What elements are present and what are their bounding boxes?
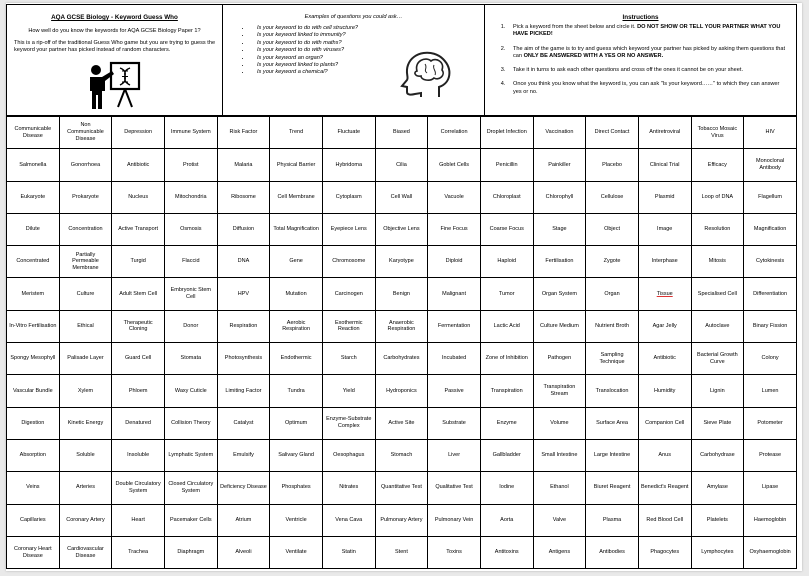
keyword-cell[interactable]: Pacemaker Cells xyxy=(164,504,217,536)
keyword-cell[interactable]: Flaccid xyxy=(164,246,217,278)
examples-title: Examples of questions you could ask… xyxy=(304,14,403,20)
keyword-cell[interactable]: Organ System xyxy=(533,278,586,310)
keyword-cell[interactable]: Haploid xyxy=(480,246,533,278)
keyword-cell[interactable]: Biuret Reagent xyxy=(586,472,639,504)
keyword-cell[interactable]: Stomata xyxy=(164,343,217,375)
keyword-cell[interactable]: Ventilate xyxy=(270,536,323,568)
keyword-cell[interactable]: Cell Wall xyxy=(375,181,428,213)
keyword-cell[interactable]: Volume xyxy=(533,407,586,439)
keyword-cell[interactable]: Embryonic Stem Cell xyxy=(164,278,217,310)
example-question: • Is your keyword linked to plants? xyxy=(251,62,484,69)
keyword-cell[interactable]: Palisade Layer xyxy=(59,343,112,375)
keyword-cell[interactable]: Anaerobic Respiration xyxy=(375,310,428,342)
keyword-cell[interactable]: Lignin xyxy=(691,375,744,407)
keyword-cell[interactable]: Mitochondria xyxy=(164,181,217,213)
keyword-cell[interactable]: HPV xyxy=(217,278,270,310)
instructions-list xyxy=(485,24,788,96)
keyword-cell[interactable]: Salivary Gland xyxy=(270,439,323,471)
keyword-row xyxy=(7,213,797,245)
keyword-cell[interactable]: Haemoglobin xyxy=(744,504,797,536)
keyword-cell[interactable]: Turgid xyxy=(112,246,165,278)
keyword-cell[interactable]: Partially Permeable Membrane xyxy=(59,246,112,278)
instruction-step xyxy=(507,67,788,74)
instructions-panel xyxy=(485,5,796,115)
keyword-cell[interactable]: Plasma xyxy=(586,504,639,536)
keyword-cell[interactable]: Nitrates xyxy=(322,472,375,504)
keyword-cell[interactable]: Malignant xyxy=(428,278,481,310)
keyword-cell[interactable]: Flagellum xyxy=(744,181,797,213)
keyword-cell[interactable]: Toxins xyxy=(428,536,481,568)
keyword-cell[interactable]: Transpiration Stream xyxy=(533,375,586,407)
keyword-cell[interactable]: Goblet Cells xyxy=(428,149,481,181)
keyword-cell[interactable]: Colony xyxy=(744,343,797,375)
keyword-cell[interactable]: Heart xyxy=(112,504,165,536)
keyword-row xyxy=(7,117,797,149)
keyword-cell[interactable]: Iodine xyxy=(480,472,533,504)
instruction-text: Take it in turns to ask each other questions and cross off the ones it cannot be on your sheet. xyxy=(513,67,744,74)
keyword-cell[interactable]: Zone of Inhibition xyxy=(480,343,533,375)
keyword-cell[interactable]: Substrate xyxy=(428,407,481,439)
instruction-text: Once you think you know what the keyword is, you can ask "Is your keyword……" to which they can answer yes or no. xyxy=(513,81,780,95)
keyword-cell[interactable]: Limiting Factor xyxy=(217,375,270,407)
keyword-cell[interactable]: Capillaries xyxy=(7,504,60,536)
keyword-cell[interactable]: Monoclonal Antibody xyxy=(744,149,797,181)
keyword-cell[interactable]: Donor xyxy=(164,310,217,342)
instruction-step xyxy=(507,24,788,39)
example-question: • Is your keyword to do with cell structure? xyxy=(251,25,484,32)
intro-panel xyxy=(7,5,223,115)
keyword-cell[interactable]: Gallbladder xyxy=(480,439,533,471)
keyword-row xyxy=(7,536,797,568)
example-question: • Is your keyword to do with viruses? xyxy=(251,47,484,54)
keyword-cell[interactable]: Endothermic xyxy=(270,343,323,375)
keyword-cell[interactable]: Object xyxy=(586,213,639,245)
keyword-row xyxy=(7,278,797,310)
keyword-cell[interactable]: Vena Cava xyxy=(322,504,375,536)
keyword-cell[interactable]: Optimum xyxy=(270,407,323,439)
keyword-cell[interactable]: DNA xyxy=(217,246,270,278)
keyword-cell[interactable]: Specialised Cell xyxy=(691,278,744,310)
keyword-cell[interactable]: Statin xyxy=(322,536,375,568)
keyword-cell[interactable]: Lactic Acid xyxy=(480,310,533,342)
keyword-cell[interactable]: Sampling Technique xyxy=(586,343,639,375)
keyword-cell[interactable]: Plasmid xyxy=(638,181,691,213)
keyword-cell[interactable]: Interphase xyxy=(638,246,691,278)
keyword-cell[interactable]: Autoclave xyxy=(691,310,744,342)
keyword-cell[interactable]: Dilute xyxy=(7,213,60,245)
keyword-cell[interactable]: Insoluble xyxy=(112,439,165,471)
keyword-cell[interactable]: Qualitative Test xyxy=(428,472,481,504)
keyword-cell[interactable]: Karyotype xyxy=(375,246,428,278)
keyword-cell[interactable]: Lymphatic System xyxy=(164,439,217,471)
keyword-cell[interactable]: Phagocytes xyxy=(638,536,691,568)
keyword-row xyxy=(7,310,797,342)
keyword-cell[interactable]: Antigens xyxy=(533,536,586,568)
instruction-emphasis: ONLY BE ANSWERED WITH A YES OR NO ANSWER. xyxy=(523,52,664,59)
instructions-title: Instructions xyxy=(622,14,659,21)
keyword-cell[interactable]: Salmonella xyxy=(7,149,60,181)
keyword-cell[interactable]: Eukaryote xyxy=(7,181,60,213)
keyword-cell[interactable]: Fermentation xyxy=(428,310,481,342)
keyword-cell[interactable]: Cardiovascular Disease xyxy=(59,536,112,568)
keyword-cell[interactable]: Fine Focus xyxy=(428,213,481,245)
keyword-cell[interactable]: Anus xyxy=(638,439,691,471)
keyword-cell[interactable]: Non Communicable Disease xyxy=(59,117,112,149)
keyword-cell[interactable]: Physical Barrier xyxy=(270,149,323,181)
keyword-cell[interactable]: Xylem xyxy=(59,375,112,407)
instruction-text: The aim of the game is to try and guess which keyword your partner has picked by asking them questions that can xyxy=(513,45,786,59)
keyword-cell[interactable]: Emulsify xyxy=(217,439,270,471)
keyword-cell[interactable]: Vascular Bundle xyxy=(7,375,60,407)
keyword-cell[interactable]: Active Transport xyxy=(112,213,165,245)
keyword-cell[interactable]: Ribosome xyxy=(217,181,270,213)
intro-question: How well do you know the keywords for AQA GCSE Biology Paper 1? xyxy=(28,28,201,34)
keyword-cell[interactable]: Closed Circulatory System xyxy=(164,472,217,504)
keyword-cell[interactable]: Diaphragm xyxy=(164,536,217,568)
keyword-row xyxy=(7,246,797,278)
worksheet-title: AQA GCSE Biology - Keyword Guess Who xyxy=(51,14,178,21)
keyword-cell[interactable]: Lipase xyxy=(744,472,797,504)
keyword-cell[interactable]: Antibodies xyxy=(586,536,639,568)
keyword-row xyxy=(7,439,797,471)
keyword-cell[interactable]: Protist xyxy=(164,149,217,181)
keyword-cell[interactable]: Pulmonary Vein xyxy=(428,504,481,536)
keyword-cell[interactable]: Atrium xyxy=(217,504,270,536)
keyword-cell[interactable]: Cytokinesis xyxy=(744,246,797,278)
keyword-cell[interactable]: Passive xyxy=(428,375,481,407)
keyword-cell[interactable]: Transpiration xyxy=(480,375,533,407)
keyword-cell[interactable]: Oesophagus xyxy=(322,439,375,471)
keyword-cell[interactable]: Chlorophyll xyxy=(533,181,586,213)
keyword-cell[interactable]: Platelets xyxy=(691,504,744,536)
keyword-cell[interactable]: Active Site xyxy=(375,407,428,439)
keyword-cell[interactable]: Aorta xyxy=(480,504,533,536)
keyword-cell[interactable]: Liver xyxy=(428,439,481,471)
keyword-cell[interactable]: Diffusion xyxy=(217,213,270,245)
keyword-cell[interactable]: Ethanol xyxy=(533,472,586,504)
keyword-cell[interactable]: Chloroplast xyxy=(480,181,533,213)
keyword-cell[interactable]: Starch xyxy=(322,343,375,375)
keyword-cell[interactable]: Vaccination xyxy=(533,117,586,149)
keyword-cell[interactable]: Phosphates xyxy=(270,472,323,504)
keyword-cell[interactable]: Double Circulatory System xyxy=(112,472,165,504)
keyword-cell[interactable]: Enzyme xyxy=(480,407,533,439)
keyword-cell[interactable]: Carcinogen xyxy=(322,278,375,310)
instruction-text: Pick a keyword from the sheet below and circle it. xyxy=(513,24,638,30)
teacher-dna-board-icon xyxy=(87,61,143,111)
keyword-cell[interactable]: Collision Theory xyxy=(164,407,217,439)
keyword-cell[interactable]: Digestion xyxy=(7,407,60,439)
keyword-cell[interactable]: Osmosis xyxy=(164,213,217,245)
keyword-cell[interactable]: Placebo xyxy=(586,149,639,181)
keyword-cell[interactable]: Efficacy xyxy=(691,149,744,181)
head-brain-icon xyxy=(399,49,457,101)
keyword-row xyxy=(7,181,797,213)
keyword-cell[interactable]: Alveoli xyxy=(217,536,270,568)
keyword-cell[interactable]: Gene xyxy=(270,246,323,278)
keyword-cell[interactable]: Arteries xyxy=(59,472,112,504)
keyword-cell[interactable]: Diploid xyxy=(428,246,481,278)
keyword-cell[interactable]: Respiration xyxy=(217,310,270,342)
keyword-cell[interactable]: Therapeutic Cloning xyxy=(112,310,165,342)
example-question: • Is your keyword a chemical? xyxy=(251,69,484,76)
keyword-cell[interactable]: Sieve Plate xyxy=(691,407,744,439)
keyword-cell[interactable]: Clinical Trial xyxy=(638,149,691,181)
keyword-cell[interactable]: Culture Medium xyxy=(533,310,586,342)
keyword-cell[interactable]: Humidity xyxy=(638,375,691,407)
keyword-cell[interactable]: Trend xyxy=(270,117,323,149)
example-question: • Is your keyword linked to immunity? xyxy=(251,32,484,39)
keyword-cell[interactable]: Phloem xyxy=(112,375,165,407)
keyword-cell[interactable]: Trachea xyxy=(112,536,165,568)
keyword-cell[interactable]: Denatured xyxy=(112,407,165,439)
keyword-cell[interactable]: Coronary Heart Disease xyxy=(7,536,60,568)
keyword-cell[interactable]: Painkiller xyxy=(533,149,586,181)
keyword-cell[interactable]: Pulmonary Artery xyxy=(375,504,428,536)
keyword-row xyxy=(7,407,797,439)
keyword-cell[interactable]: Gonorrhoea xyxy=(59,149,112,181)
keyword-cell[interactable]: Bacterial Growth Curve xyxy=(691,343,744,375)
keyword-cell[interactable]: Valve xyxy=(533,504,586,536)
keyword-cell[interactable]: Quantitative Test xyxy=(375,472,428,504)
keyword-cell[interactable]: Binary Fission xyxy=(744,310,797,342)
header xyxy=(6,4,797,116)
keyword-cell[interactable]: Stent xyxy=(375,536,428,568)
keyword-cell[interactable]: Amylase xyxy=(691,472,744,504)
keyword-cell[interactable]: Aerobic Respiration xyxy=(270,310,323,342)
keyword-cell[interactable]: Zygote xyxy=(586,246,639,278)
instruction-step xyxy=(507,81,788,96)
instruction-step xyxy=(507,46,788,61)
keyword-cell[interactable]: Culture xyxy=(59,278,112,310)
keyword-cell[interactable]: Benign xyxy=(375,278,428,310)
keyword-cell[interactable]: Ventricle xyxy=(270,504,323,536)
intro-description: This is a rip-off of the traditional Guess Who game but you are trying to guess the keyword your partner has picked instead of random characters. xyxy=(14,40,216,54)
keyword-row xyxy=(7,149,797,181)
keyword-cell[interactable]: Prokaryote xyxy=(59,181,112,213)
keyword-cell[interactable]: Eyepiece Lens xyxy=(322,213,375,245)
keyword-cell[interactable]: Potometer xyxy=(744,407,797,439)
keyword-cell[interactable]: Differentiation xyxy=(744,278,797,310)
keyword-row xyxy=(7,472,797,504)
keyword-cell[interactable]: Benedict's Reagent xyxy=(638,472,691,504)
keyword-cell[interactable]: Coarse Focus xyxy=(480,213,533,245)
keyword-cell[interactable]: In-Vitro Fertilisation xyxy=(7,310,60,342)
keyword-cell[interactable]: Concentrated xyxy=(7,246,60,278)
keyword-cell[interactable]: Oxyhaemoglobin xyxy=(744,536,797,568)
keyword-cell[interactable]: Risk Factor xyxy=(217,117,270,149)
instruction-emphasis: DO NOT SHOW OR TELL YOUR PARTNER WHAT YOU HAVE PICKED! xyxy=(513,24,781,38)
keyword-cell[interactable]: Antiretroviral xyxy=(638,117,691,149)
keyword-cell[interactable]: Mitosis xyxy=(691,246,744,278)
keyword-cell[interactable]: Guard Cell xyxy=(112,343,165,375)
keyword-cell[interactable]: Kinetic Energy xyxy=(59,407,112,439)
keyword-cell[interactable]: Carbohydrase xyxy=(691,439,744,471)
keyword-cell[interactable]: Carbohydrates xyxy=(375,343,428,375)
keyword-cell[interactable]: Vacuole xyxy=(428,181,481,213)
keyword-cell[interactable]: Direct Contact xyxy=(586,117,639,149)
keyword-cell[interactable]: Incubated xyxy=(428,343,481,375)
keyword-cell[interactable]: Ethical xyxy=(59,310,112,342)
keyword-cell[interactable]: Communicable Disease xyxy=(7,117,60,149)
keyword-cell[interactable]: Hybridoma xyxy=(322,149,375,181)
keyword-cell[interactable]: Red Blood Cell xyxy=(638,504,691,536)
keyword-cell[interactable]: Cellulose xyxy=(586,181,639,213)
keyword-cell[interactable]: Large Intestine xyxy=(586,439,639,471)
keyword-cell[interactable]: Depression xyxy=(112,117,165,149)
keyword-cell[interactable]: Adult Stem Cell xyxy=(112,278,165,310)
keyword-cell[interactable]: Veins xyxy=(7,472,60,504)
example-question: • Is your keyword an organ? xyxy=(251,55,484,62)
keyword-cell[interactable]: Enzyme-Substrate Complex xyxy=(322,407,375,439)
keyword-cell[interactable]: Translocation xyxy=(586,375,639,407)
keyword-cell[interactable]: Antibiotic xyxy=(112,149,165,181)
keyword-cell[interactable]: Catalyst xyxy=(217,407,270,439)
keyword-cell[interactable]: Protease xyxy=(744,439,797,471)
keyword-row xyxy=(7,343,797,375)
keyword-cell[interactable]: Cytoplasm xyxy=(322,181,375,213)
keyword-cell[interactable]: Stomach xyxy=(375,439,428,471)
keyword-cell[interactable]: Lymphocytes xyxy=(691,536,744,568)
keyword-cell[interactable]: Deficiency Disease xyxy=(217,472,270,504)
keyword-cell[interactable]: Nucleus xyxy=(112,181,165,213)
keyword-cell[interactable]: Droplet Infection xyxy=(480,117,533,149)
keyword-cell[interactable]: Tumor xyxy=(480,278,533,310)
keyword-cell[interactable]: Objective Lens xyxy=(375,213,428,245)
keyword-cell[interactable]: Cell Membrane xyxy=(270,181,323,213)
keyword-cell[interactable]: Small Intestine xyxy=(533,439,586,471)
keyword-cell[interactable]: Tundra xyxy=(270,375,323,407)
keyword-cell[interactable]: Photosynthesis xyxy=(217,343,270,375)
keyword-cell[interactable]: Lumen xyxy=(744,375,797,407)
keyword-cell[interactable]: Organ xyxy=(586,278,639,310)
keyword-cell[interactable]: Spongy Mesophyll xyxy=(7,343,60,375)
keyword-cell[interactable]: Magnification xyxy=(744,213,797,245)
keyword-cell[interactable]: Soluble xyxy=(59,439,112,471)
keyword-row xyxy=(7,375,797,407)
keyword-cell[interactable]: Loop of DNA xyxy=(691,181,744,213)
keyword-cell[interactable]: Waxy Cuticle xyxy=(164,375,217,407)
examples-panel xyxy=(223,5,485,115)
keyword-cell[interactable]: Cilia xyxy=(375,149,428,181)
keyword-cell[interactable]: Stage xyxy=(533,213,586,245)
keyword-cell[interactable]: Resolution xyxy=(691,213,744,245)
keyword-cell[interactable]: Immune System xyxy=(164,117,217,149)
keyword-cell[interactable]: Meristem xyxy=(7,278,60,310)
keyword-cell[interactable]: Antitoxins xyxy=(480,536,533,568)
keyword-cell[interactable]: Absorption xyxy=(7,439,60,471)
keyword-cell[interactable]: HIV xyxy=(744,117,797,149)
keyword-row xyxy=(7,504,797,536)
keyword-cell[interactable]: Antibiotic xyxy=(638,343,691,375)
keyword-cell[interactable]: Malaria xyxy=(217,149,270,181)
keyword-cell[interactable]: Tobacco Mosaic Virus xyxy=(691,117,744,149)
keyword-cell[interactable]: Fluctuate xyxy=(322,117,375,149)
keyword-cell[interactable]: Nutrient Broth xyxy=(586,310,639,342)
keyword-cell[interactable]: Exothermic Reaction xyxy=(322,310,375,342)
keyword-cell[interactable]: Coronary Artery xyxy=(59,504,112,536)
keyword-cell[interactable]: Pathogen xyxy=(533,343,586,375)
keyword-cell[interactable]: Total Magnification xyxy=(270,213,323,245)
keyword-cell[interactable]: Concentration xyxy=(59,213,112,245)
keyword-cell[interactable]: Mutation xyxy=(270,278,323,310)
keyword-cell[interactable]: Hydroponics xyxy=(375,375,428,407)
keyword-cell[interactable]: Yield xyxy=(322,375,375,407)
keyword-cell[interactable]: Correlation xyxy=(428,117,481,149)
keyword-grid xyxy=(6,116,797,569)
keyword-cell[interactable]: Agar Jelly xyxy=(638,310,691,342)
keyword-cell[interactable]: Companion Cell xyxy=(638,407,691,439)
keyword-cell[interactable]: Chromosome xyxy=(322,246,375,278)
keyword-cell[interactable]: Penicillin xyxy=(480,149,533,181)
keyword-cell[interactable]: Image xyxy=(638,213,691,245)
keyword-cell[interactable]: Biased xyxy=(375,117,428,149)
keyword-cell[interactable]: Fertilisation xyxy=(533,246,586,278)
keyword-cell[interactable]: Surface Area xyxy=(586,407,639,439)
example-question: • Is your keyword to do with maths? xyxy=(251,40,484,47)
keyword-cell[interactable]: Tissue xyxy=(638,278,691,310)
